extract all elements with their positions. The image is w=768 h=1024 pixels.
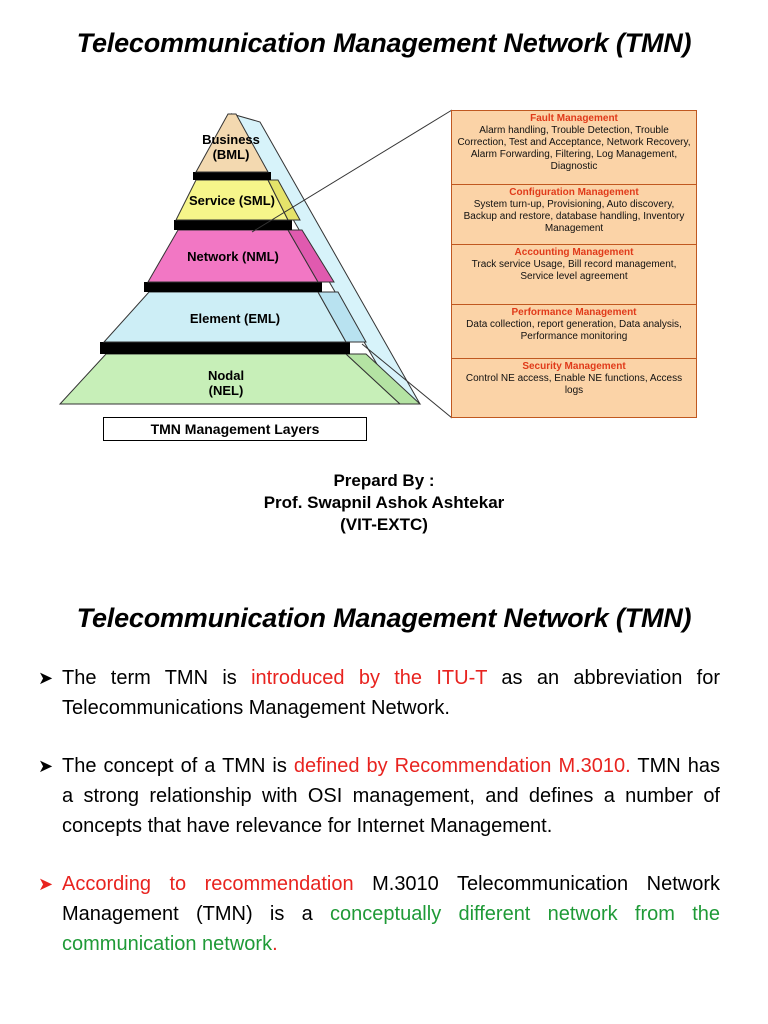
tmn-diagram bbox=[0, 92, 768, 452]
layer-label-service: Service (SML) bbox=[189, 193, 275, 208]
layer-label-business: Business (BML) bbox=[202, 132, 260, 162]
prepared-by-label: Prepard By : bbox=[333, 471, 435, 490]
layer-label-element: Element (EML) bbox=[189, 311, 281, 326]
panel-section-performance: Performance Management Data collection, report generation, Data analysis, Performance monitoring bbox=[452, 305, 696, 359]
layer-label-nodal: Nodal (NEL) bbox=[207, 368, 245, 398]
management-functions-panel bbox=[451, 110, 697, 418]
author-name: Prof. Swapnil Ashok Ashtekar bbox=[263, 493, 505, 512]
author-affiliation: (VIT-EXTC) bbox=[340, 515, 428, 534]
panel-section-accounting: Accounting Management Track service Usage, Bill record management, Service level agreement bbox=[452, 245, 696, 305]
slide-2 bbox=[0, 575, 768, 1024]
panel-section-security: Security Management Control NE access, Enable NE functions, Access logs bbox=[465, 361, 683, 396]
author-block bbox=[0, 470, 768, 536]
list-item: ➤ The concept of a TMN is defined by Recommendation M.3010. TMN has a strong relationship with OSI management, and defines a number of concepts that have relevance for Internet Management. bbox=[38, 751, 720, 841]
list-item: ➤ According to recommendation M.3010 Telecommunication Network Management (TMN) is a conceptually different network from the communication network. bbox=[38, 869, 720, 959]
panel-section-fault: Fault Management Alarm handling, Trouble Detection, Trouble Correction, Test and Acceptance, Network Recovery, Alarm Forwarding, Filtering, Log Management, Diagnostic bbox=[452, 111, 696, 185]
bullet-list bbox=[38, 663, 720, 987]
arrow-bullet-icon: ➤ bbox=[38, 874, 54, 894]
panel-section-configuration: Configuration Management System turn-up, Provisioning, Auto discovery, Backup and restore, database handling, Inventory Management bbox=[452, 185, 696, 245]
list-item: ➤ The term TMN is introduced by the ITU-T as an abbreviation for Telecommunications Management Network. bbox=[38, 663, 720, 723]
slide-title: Telecommunication Management Network (TMN) bbox=[76, 28, 692, 58]
diagram-caption: TMN Management Layers bbox=[103, 417, 367, 441]
arrow-bullet-icon: ➤ bbox=[38, 756, 54, 776]
layer-label-network: Network (NML) bbox=[187, 249, 279, 264]
slide-title: Telecommunication Management Network (TMN) bbox=[76, 603, 692, 633]
arrow-bullet-icon: ➤ bbox=[38, 668, 54, 688]
